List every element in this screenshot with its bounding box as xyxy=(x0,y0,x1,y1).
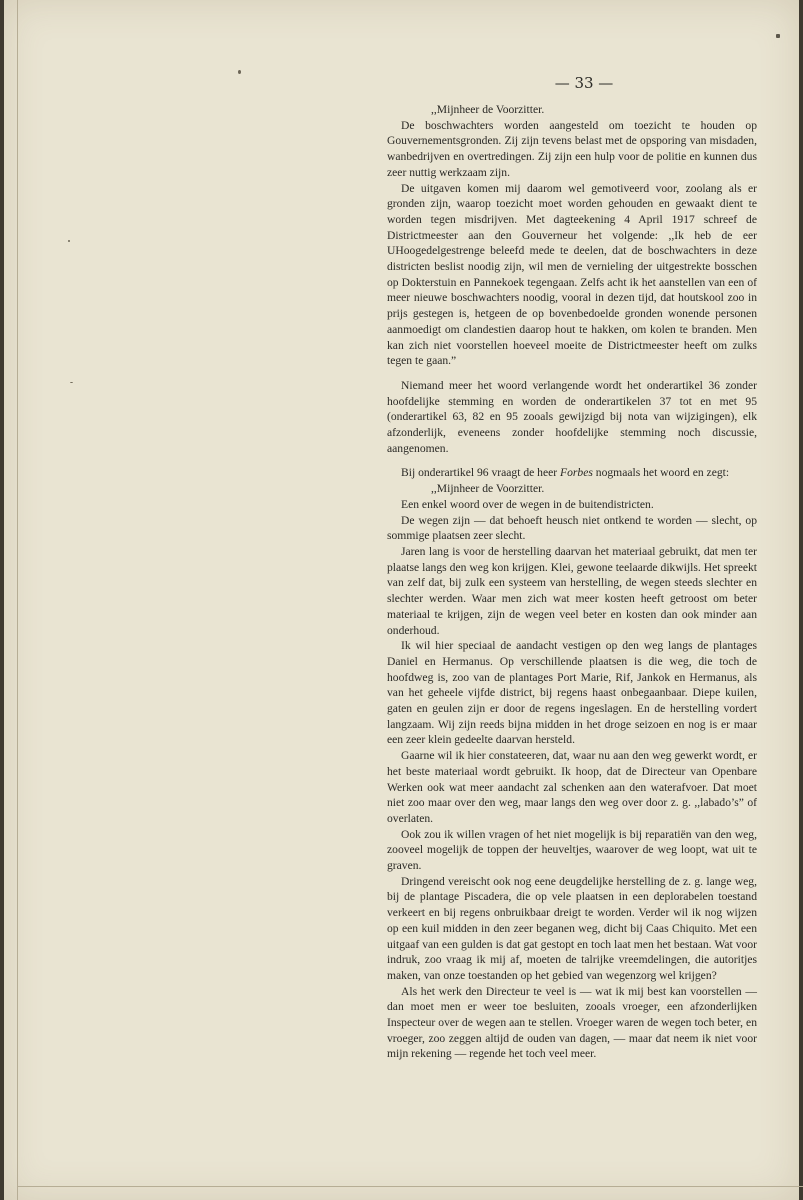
paragraph: Als het werk den Directeur te veel is — wat ik mij best kan voorstellen — dan moet men er weer toe besluiten, zooals vroeger, een afzonderlijken Inspecteur over de wegen aan te stellen. Vroeger waren de wegen toch beter, en vroeger, zoo zeggen altijd de ouden van dagen, — maar dat neem ik niet voor mijn rekening — regende het toch veel meer. xyxy=(387,984,757,1061)
scan-speck xyxy=(70,382,73,383)
scan-speck xyxy=(68,240,70,242)
speaker-name: Forbes xyxy=(560,466,593,480)
paragraph: Ook zou ik willen vragen of het niet mogelijk is bij reparatiën van den weg, zooveel mogelijk de toppen der heuveltjes, waarover de weg loopt, wat uit te graven. xyxy=(387,827,757,873)
paragraph: Jaren lang is voor de herstelling daarvan het materiaal gebruikt, dat men ter plaatse langs den weg kon krijgen. Klei, gewone teelaarde dikwijls. Het spreekt van zelf dat, bij zulk een systeem van herstelling, de wegen steeds slechter en slechter werden. Waar men zich wat meer kosten heeft getroost om beter materiaal te krijgen, zijn de wegen veel beter en kosten dan ook minder aan onderhoud. xyxy=(387,544,757,637)
paragraph: De wegen zijn — dat behoeft heusch niet ontkend te worden — slecht, op sommige plaatsen zeer slecht. xyxy=(387,513,757,543)
page-border-bottom xyxy=(17,1186,803,1187)
paragraph: De uitgaven komen mij daarom wel gemotiveerd voor, zoolang als er gronden zijn, waarop toezicht moet worden gehouden en gewaakt dient te worden tegen misdrijven. Met dagteekening 4 April 1917 schreef de Districtmeester aan den Gouverneur het volgende: ,,Ik heb de eer UHoogedelgestrenge beleefd mede te deelen, dat de boschwachters in deze districten beslist noodig zijn, wil men de vernieling der uitgestrekte bosschen op Dokterstuin en Pannekoek tegengaan. Zelfs acht ik het aanstellen van een of meer nieuwe boschwachters noodig, vooral in dezen tijd, dat houtskool zoo in prijs gestegen is, hetgeen de op bovenbedoelde gronden wonende personen aanmoedigt om clandestien daarop hout te hakken, om kolen te branden. Men kan zich niet voorstellen hoeveel moeite de Districtmeester heeft om zulks tegen te gaan.” xyxy=(387,181,757,368)
article-body xyxy=(387,102,757,1062)
paragraph: Bij onderartikel 96 vraagt de heer Forbes nogmaals het woord en zegt: xyxy=(401,466,730,480)
paragraph: De boschwachters worden aangesteld om toezicht te houden op Gouvernementsgronden. Zij zijn tevens belast met de opsporing van misdaden, wanbedrijven en overtredingen. Zij zijn een hulp voor de politie en kunnen dus zeer nuttig werkzaam zijn. xyxy=(387,118,757,179)
paragraph: Niemand meer het woord verlangende wordt het onderartikel 36 zonder hoofdelijke stemming en worden de onderartikelen 37 tot en met 95 (onderartikel 63, 82 en 95 zooals gewijzigd bij nota van wijzigingen), elk afzonderlijk, eveneens zonder hoofdelijke stemming noch discussie, aangenomen. xyxy=(387,378,757,455)
scanned-page xyxy=(4,0,799,1200)
page-border-left xyxy=(17,0,18,1200)
scan-speck xyxy=(238,70,241,74)
paragraph: Een enkel woord over de wegen in de buitendistricten. xyxy=(401,497,654,511)
paragraph: ,,Mijnheer de Voorzitter. xyxy=(431,103,545,116)
paragraph: Dringend vereischt ook nog eene deugdelijke herstelling de z. g. lange weg, bij de plantage Piscadera, die op vele plaatsen in een deplorabelen toestand verkeert en bij regens onbruikbaar dreigt te worden. Verder wil ik nog wijzen op een kuil midden in den zeer beganen weg, dicht bij Caas Chiquito. Met een uitgaaf van een gulden is dat gat gestopt en toch laat men het bestaan. Wat voor indruk, zoo vraag ik mij af, moeten de talrijke vreemdelingen, die autoritjes maken, van onze toestanden op het gebied van wegenzorg wel krijgen? xyxy=(387,874,757,982)
paragraph: Gaarne wil ik hier constateeren, dat, waar nu aan den weg gewerkt wordt, er het beste materiaal wordt gebruikt. Ik hoop, dat de Directeur van Openbare Werken ook wat meer aandacht zal schenken aan den waterafvoer. Dat moet niet zoo maar over den weg, maar langs den weg over door z. g. ,,labado’s” of overlaten. xyxy=(387,749,757,825)
page-number: — 33 — xyxy=(554,74,614,92)
scan-speck xyxy=(776,34,780,38)
paragraph: Ik wil hier speciaal de aandacht vestigen op den weg langs de plantages Daniel en Hermanus. Op verschillende plaatsen is die weg, die toch de hoofdweg is, zoo van de plantages Port Marie, Rif, Jankok en Hermanus, als van het geheele vijfde district, bij regens haast onbegaanbaar. Diepe kuilen, gaten en geulen zijn er door de regens ingeslagen. En de herstelling vordert langzaam. Wij zijn reeds bijna midden in het droge seizoen en nog is er maar een zeer klein gedeelte daarvan hersteld. xyxy=(387,639,757,747)
paragraph: ,,Mijnheer de Voorzitter. xyxy=(431,482,545,496)
